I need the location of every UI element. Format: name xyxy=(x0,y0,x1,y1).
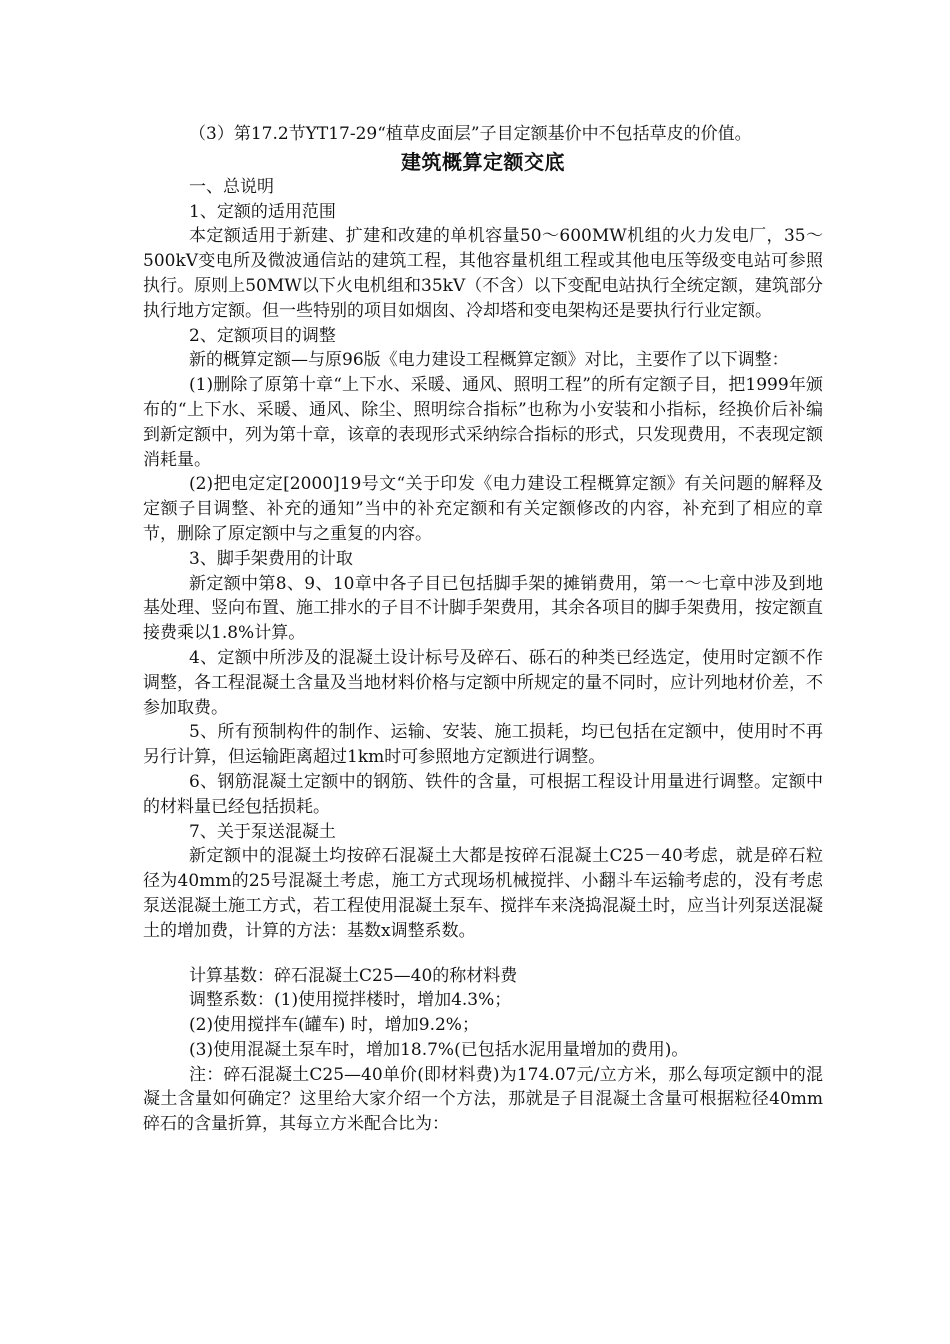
paragraph-pumped-concrete: 新定额中的混凝土均按碎石混凝土大都是按碎石混凝土C25－40考虑，就是碎石粒径为40mm的25号混凝土考虑，施工方式现场机械搅拌、小翻斗车运输考虑的，没有考虑泵送混凝土施工方式，若工程使用混凝土泵车、搅拌车来浇捣混凝土时，应当计列泵送混凝土的增加费，计算的方法：基数x调整系数。 xyxy=(143,846,823,941)
paragraph-adjustment-item-1: (1)删除了原第十章“上下水、采暖、通风、照明工程”的所有定额子目，把1999年颁布的“上下水、采暖、通风、除尘、照明综合指标”也称为小安装和小指标，经换价后补编到新定额中，列为第十章，该章的表现形式采纳综合指标的形式，只发现费用，不表现定额消耗量。 xyxy=(143,375,823,470)
paragraph-prefab: 5、所有预制构件的制作、运输、安装、施工损耗，均已包括在定额中，使用时不再另行计算，但运输距离超过1km时可参照地方定额进行调整。 xyxy=(143,722,823,768)
calc-base-line: 计算基数：碎石混凝土C25—40的称材料费 xyxy=(189,965,518,986)
paragraph-note: 注：碎石混凝土C25—40单价(即材料费)为174.07元/立方米，那么每项定额中的混凝土含量如何确定？这里给大家介绍一个方法，那就是子目混凝土含量可根据粒径40mm碎石的含量折算，其每立方米配合比为： xyxy=(143,1064,823,1135)
paragraph-previous-section: （3）第17.2节YT17-29“植草皮面层”子目定额基价中不包括草皮的价值。 xyxy=(189,124,752,144)
paragraph-scaffolding: 新定额中第8、9、10章中各子目已包括脚手架的摊销费用，第一～七章中涉及到地基处理、竖向布置、施工排水的子目不计脚手架费用，其余各项目的脚手架费用，按定额直接费乘以1.8%计算。 xyxy=(143,573,823,644)
calc-coef-line: 调整系数：(1)使用搅拌楼时，增加4.3%； xyxy=(189,990,512,1011)
calc-coef-item-3: (3)使用混凝土泵车时，增加18.7%(已包括水泥用量增加的费用)。 xyxy=(189,1039,689,1060)
paragraph-scope: 本定额适用于新建、扩建和改建的单机容量50～600MW机组的火力发电厂，35～500kV变电所及微波通信站的建筑工程，其他容量机组工程或其他电压等级变电站可参照执行。原则上50MW以下火电机组和35kV（不含）以下变配电站执行全统定额，建筑部分执行地方定额。但一些特别的项目如烟囱、冷却塔和变电架构还是要执行行业定额。 xyxy=(143,226,823,321)
heading-general: 一、总说明 xyxy=(189,176,274,197)
paragraph-adjustment: 新的概算定额—与原96版《电力建设工程概算定额》对比，主要作了以下调整： xyxy=(189,350,789,371)
heading-scaffolding: 3、脚手架费用的计取 xyxy=(189,548,353,569)
heading-scope: 1、定额的适用范围 xyxy=(189,201,336,222)
blank-line xyxy=(143,944,823,964)
heading-adjustment: 2、定额项目的调整 xyxy=(189,325,336,346)
document-title: 建筑概算定额交底 xyxy=(401,149,565,174)
paragraph-rebar: 6、钢筋混凝土定额中的钢筋、铁件的含量，可根据工程设计用量进行调整。定额中的材料量已经包括损耗。 xyxy=(143,771,823,817)
document-page xyxy=(143,122,823,1137)
heading-pumped-concrete: 7、关于泵送混凝土 xyxy=(189,821,336,842)
paragraph-adjustment-item-2: (2)把电定定[2000]19号文“关于印发《电力建设工程概算定额》有关问题的解释及定额子目调整、补充的通知”当中的补充定额和有关定额修改的内容，补充到了相应的章节，删除了原定额中与之重复的内容。 xyxy=(143,474,823,544)
calc-coef-item-2: (2)使用搅拌车(罐车) 时，增加9.2%； xyxy=(189,1015,479,1036)
paragraph-concrete-grade: 4、定额中所涉及的混凝土设计标号及碎石、砾石的种类已经选定，使用时定额不作调整，各工程混凝土含量及当地材料价格与定额中所规定的量不同时，应计列地材价差，不参加取费。 xyxy=(143,647,823,718)
